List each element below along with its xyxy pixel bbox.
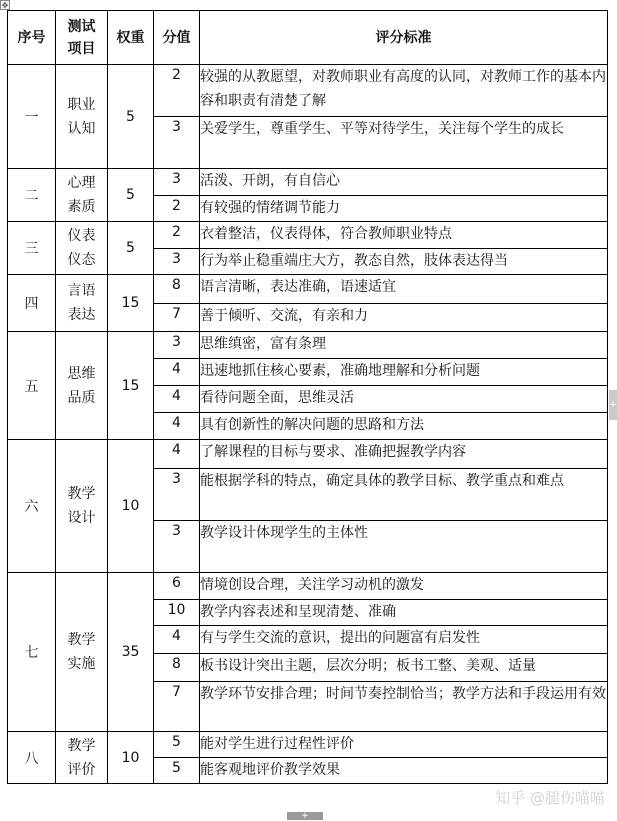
group-weight-cell: 5 bbox=[108, 169, 154, 222]
group-item-cell bbox=[56, 332, 108, 440]
score-cell: 8 bbox=[154, 654, 200, 682]
score-cell: 3 bbox=[154, 169, 200, 196]
watermark-text: 知乎 @腿伤喵喵 bbox=[495, 789, 605, 807]
score-cell: 7 bbox=[154, 304, 200, 332]
header-item bbox=[56, 11, 108, 65]
group-weight-cell: 5 bbox=[108, 222, 154, 275]
criteria-cell: 能根据学科的特点，确定具体的教学目标、教学重点和难点 bbox=[200, 469, 608, 521]
header-item-text: 测试项目 bbox=[67, 18, 96, 57]
criteria-cell: 教学设计体现学生的主体性 bbox=[200, 521, 608, 573]
header-criteria: 评分标准 bbox=[200, 11, 608, 65]
group-item-text: 思维品质 bbox=[67, 365, 96, 406]
criteria-cell: 行为举止稳重端庄大方，教态自然，肢体表达得当 bbox=[200, 249, 608, 275]
add-row-handle[interactable]: + bbox=[287, 812, 323, 820]
column-resize-handle[interactable]: + bbox=[609, 390, 617, 420]
group-index-cell: 二 bbox=[8, 169, 56, 222]
score-cell: 2 bbox=[154, 65, 200, 117]
group-weight-cell: 15 bbox=[108, 275, 154, 332]
group-item-text: 教学设计 bbox=[67, 486, 96, 526]
group-item-cell bbox=[56, 65, 108, 169]
score-cell: 3 bbox=[154, 117, 200, 169]
criteria-cell: 能客观地评价教学效果 bbox=[200, 758, 608, 784]
group-item-text: 教学实施 bbox=[67, 632, 96, 672]
table-row bbox=[8, 222, 608, 249]
score-cell: 2 bbox=[154, 222, 200, 249]
group-weight-cell: 10 bbox=[108, 732, 154, 784]
header-score: 分值 bbox=[154, 11, 200, 65]
group-weight-cell: 15 bbox=[108, 332, 154, 440]
table-move-handle[interactable]: ✥ bbox=[1, 1, 9, 10]
score-cell: 3 bbox=[154, 521, 200, 573]
group-weight-cell: 5 bbox=[108, 65, 154, 169]
group-item-text: 言语表达 bbox=[67, 283, 96, 323]
table-row bbox=[8, 65, 608, 117]
criteria-cell: 思维缜密，富有条理 bbox=[200, 332, 608, 359]
score-cell: 3 bbox=[154, 249, 200, 275]
criteria-cell: 迅速地抓住核心要素，准确地理解和分析问题 bbox=[200, 359, 608, 386]
score-cell: 4 bbox=[154, 359, 200, 386]
score-cell: 8 bbox=[154, 275, 200, 304]
score-cell: 4 bbox=[154, 440, 200, 469]
table-row bbox=[8, 732, 608, 758]
criteria-cell: 教学内容表述和呈现清楚、准确 bbox=[200, 600, 608, 626]
group-item-text: 心理素质 bbox=[67, 175, 96, 215]
group-index-cell: 一 bbox=[8, 65, 56, 169]
criteria-cell: 有较强的情绪调节能力 bbox=[200, 196, 608, 222]
group-item-cell bbox=[56, 732, 108, 784]
group-weight-cell: 10 bbox=[108, 440, 154, 573]
group-index-cell: 七 bbox=[8, 573, 56, 732]
table-row bbox=[8, 169, 608, 196]
group-weight-cell: 35 bbox=[108, 573, 154, 732]
group-item-text: 仪表仪态 bbox=[67, 228, 96, 268]
table-body bbox=[8, 65, 608, 784]
table-row bbox=[8, 573, 608, 600]
criteria-cell: 看待问题全面，思维灵活 bbox=[200, 386, 608, 413]
criteria-cell: 较强的从教愿望，对教师职业有高度的认同，对教师工作的基本内容和职责有清楚了解 bbox=[200, 65, 608, 117]
group-index-cell: 三 bbox=[8, 222, 56, 275]
group-index-cell: 五 bbox=[8, 332, 56, 440]
criteria-cell: 教学环节安排合理；时间节奏控制恰当；教学方法和手段运用有效 bbox=[200, 682, 608, 732]
score-cell: 2 bbox=[154, 196, 200, 222]
table-row bbox=[8, 275, 608, 304]
criteria-cell: 语言清晰，表达准确，语速适宜 bbox=[200, 275, 608, 304]
score-cell: 4 bbox=[154, 413, 200, 440]
criteria-cell: 能对学生进行过程性评价 bbox=[200, 732, 608, 758]
criteria-cell: 情境创设合理，关注学习动机的激发 bbox=[200, 573, 608, 600]
scoring-rubric-table bbox=[7, 10, 608, 784]
score-cell: 5 bbox=[154, 758, 200, 784]
table-row bbox=[8, 440, 608, 469]
criteria-cell: 善于倾听、交流，有亲和力 bbox=[200, 304, 608, 332]
criteria-cell: 板书设计突出主题，层次分明；板书工整、美观、适量 bbox=[200, 654, 608, 682]
table-row bbox=[8, 332, 608, 359]
group-index-cell: 八 bbox=[8, 732, 56, 784]
group-item-text: 职业认知 bbox=[67, 96, 96, 137]
score-cell: 3 bbox=[154, 332, 200, 359]
score-cell: 7 bbox=[154, 682, 200, 732]
group-index-cell: 四 bbox=[8, 275, 56, 332]
group-item-cell bbox=[56, 169, 108, 222]
criteria-cell: 衣着整洁，仪表得体，符合教师职业特点 bbox=[200, 222, 608, 249]
criteria-cell: 有与学生交流的意识，提出的问题富有启发性 bbox=[200, 626, 608, 654]
score-cell: 4 bbox=[154, 386, 200, 413]
group-index-cell: 六 bbox=[8, 440, 56, 573]
group-item-cell bbox=[56, 222, 108, 275]
header-weight: 权重 bbox=[108, 11, 154, 65]
group-item-cell bbox=[56, 275, 108, 332]
group-item-cell bbox=[56, 440, 108, 573]
score-cell: 5 bbox=[154, 732, 200, 758]
score-cell: 10 bbox=[154, 600, 200, 626]
score-cell: 4 bbox=[154, 626, 200, 654]
table-header-row bbox=[8, 11, 608, 65]
header-index: 序号 bbox=[8, 11, 56, 65]
score-cell: 3 bbox=[154, 469, 200, 521]
criteria-cell: 了解课程的目标与要求、准确把握教学内容 bbox=[200, 440, 608, 469]
score-cell: 6 bbox=[154, 573, 200, 600]
group-item-text: 教学评价 bbox=[67, 737, 96, 778]
criteria-cell: 关爱学生，尊重学生、平等对待学生，关注每个学生的成长 bbox=[200, 117, 608, 169]
criteria-cell: 具有创新性的解决问题的思路和方法 bbox=[200, 413, 608, 440]
group-item-cell bbox=[56, 573, 108, 732]
criteria-cell: 活泼、开朗，有自信心 bbox=[200, 169, 608, 196]
